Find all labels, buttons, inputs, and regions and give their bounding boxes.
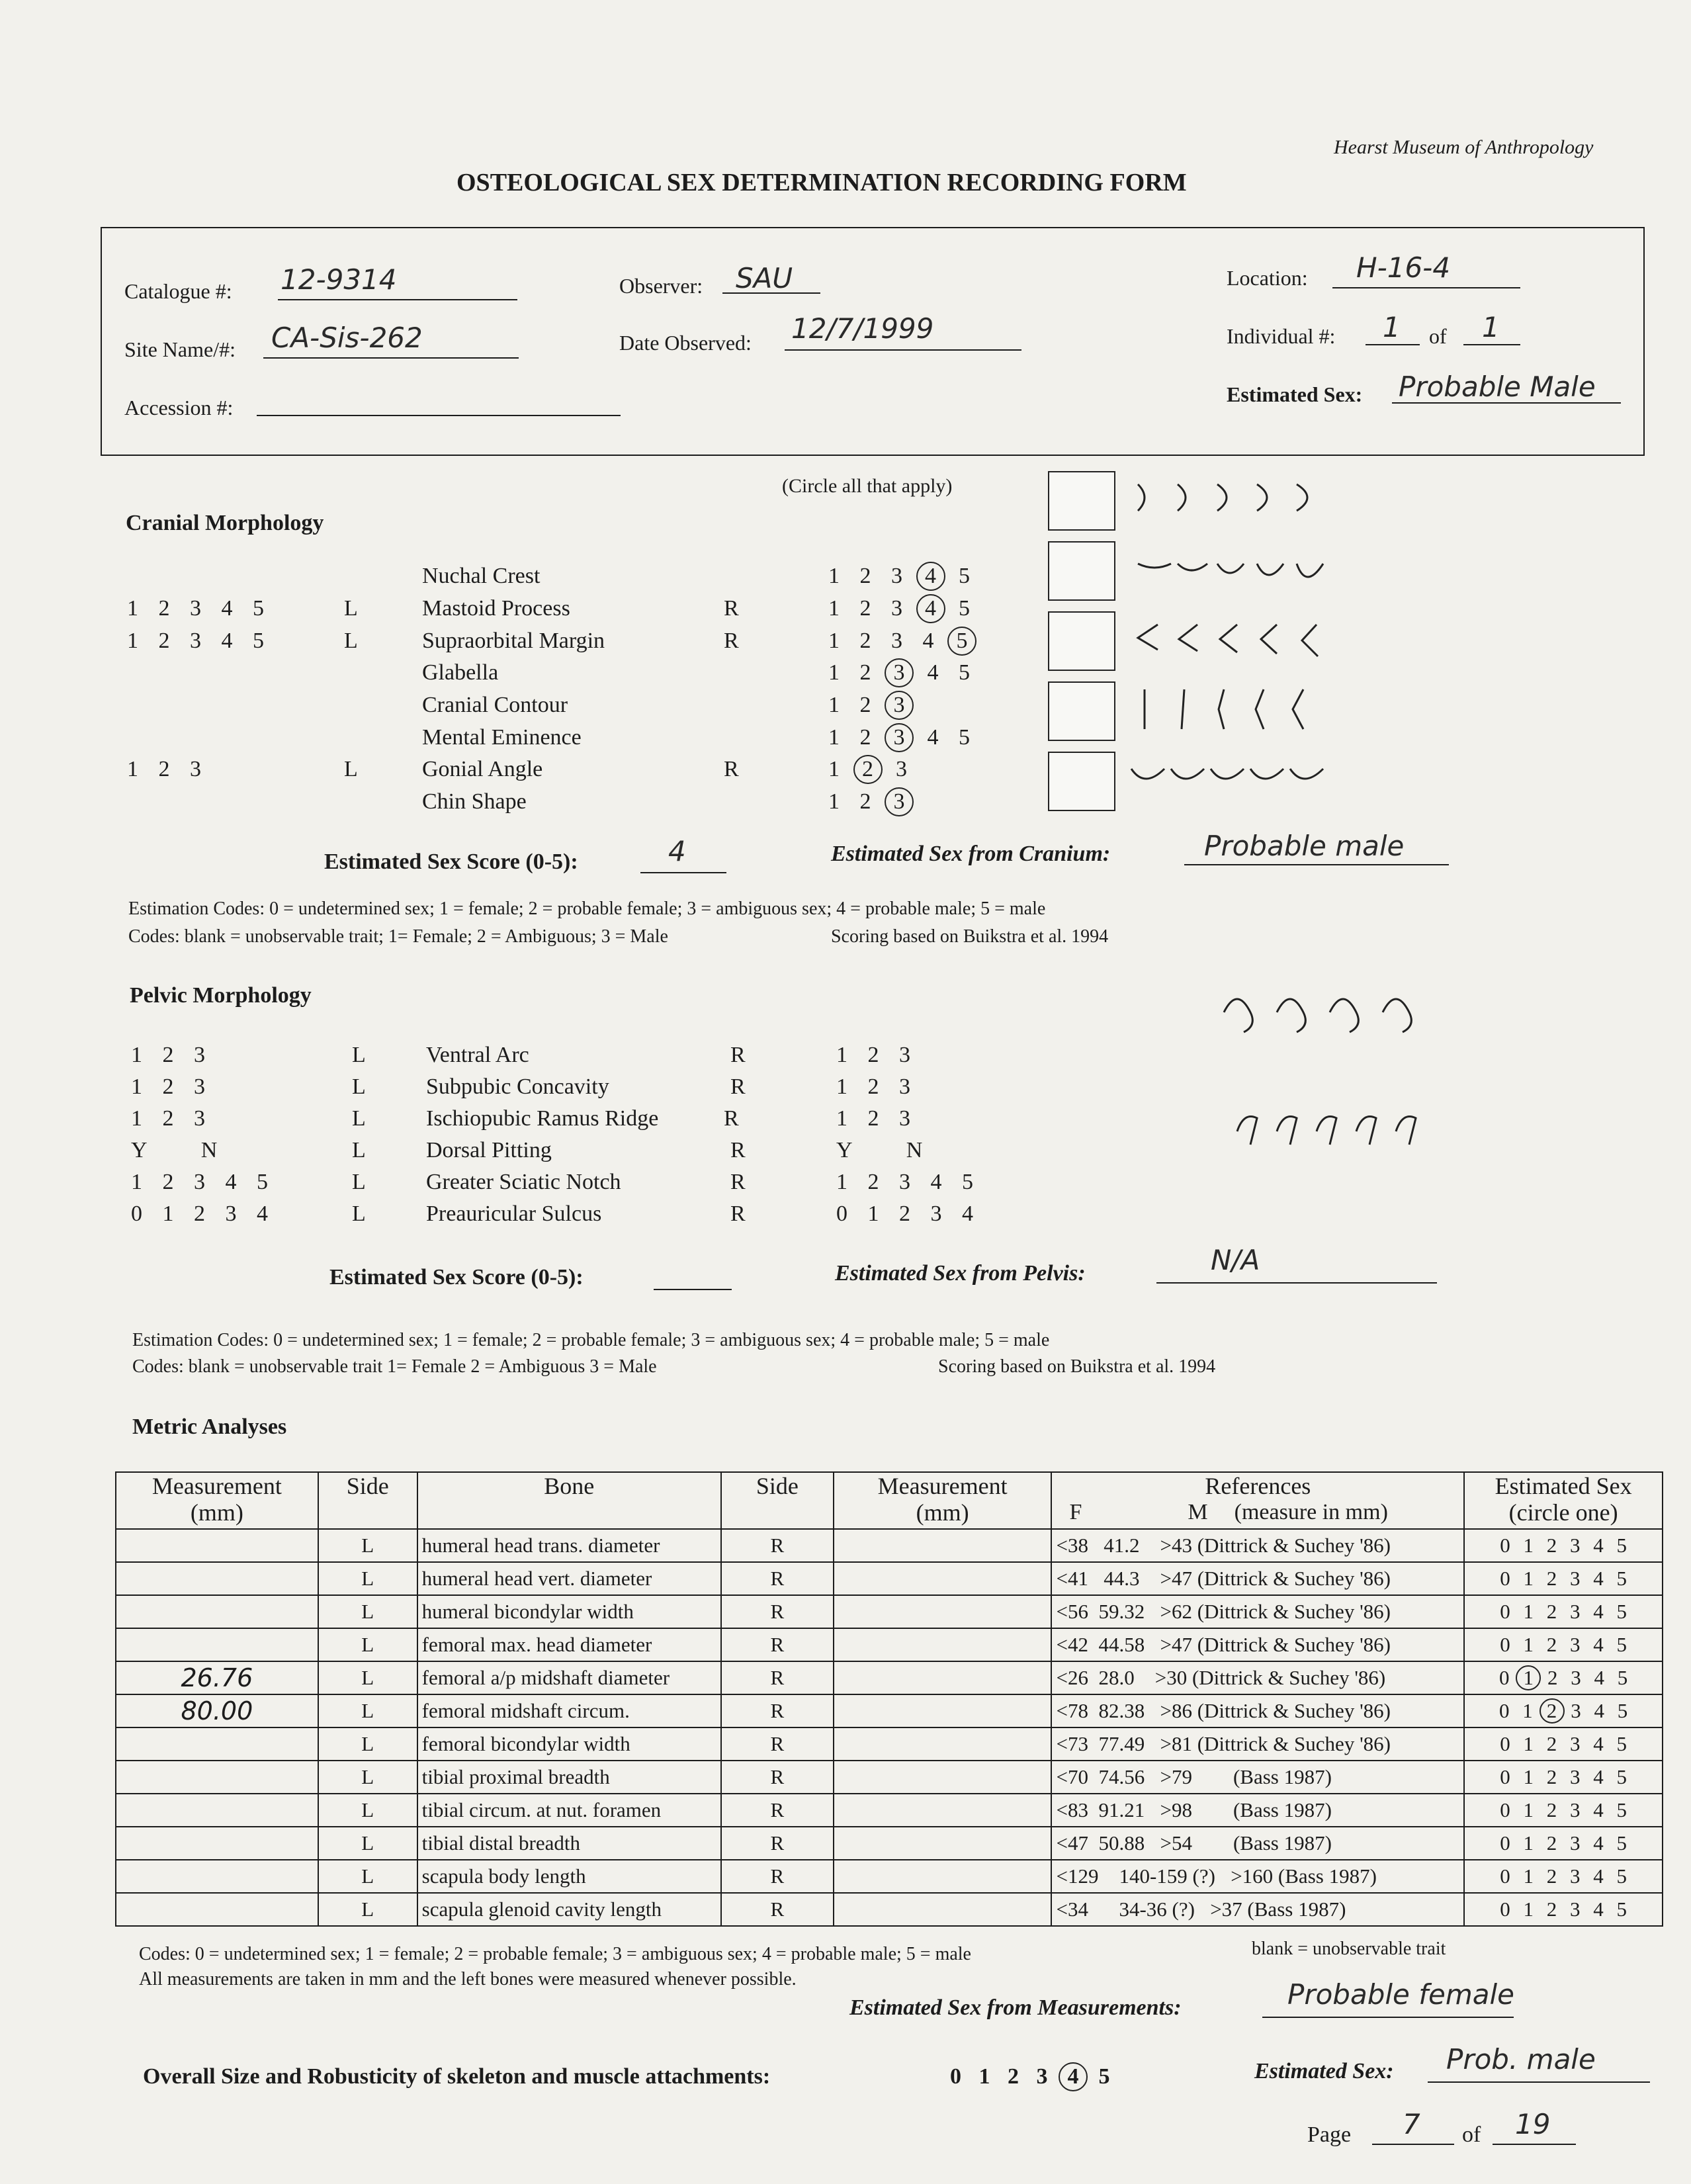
bone-cell: humeral bicondylar width xyxy=(417,1595,721,1628)
side-right-cell: R xyxy=(721,1562,834,1595)
sex-option[interactable]: 1 xyxy=(1523,1798,1534,1821)
side-left-cell: L xyxy=(318,1595,417,1628)
measurement-left-cell[interactable] xyxy=(116,1727,318,1761)
mastoid-left-scale: 1 2 3 4 5 xyxy=(127,596,264,621)
side-left-cell: L xyxy=(318,1694,417,1727)
sex-option[interactable]: 4 xyxy=(1593,1864,1604,1888)
skull-supraorbital-figure xyxy=(1048,611,1115,671)
location-value[interactable]: H-16-4 xyxy=(1356,251,1451,284)
sex-option[interactable]: 5 xyxy=(1616,1831,1627,1855)
sex-option[interactable]: 5 xyxy=(1616,1864,1627,1888)
sex-option[interactable]: 2 xyxy=(1546,1898,1557,1921)
trait-supraorbital-margin: Supraorbital Margin xyxy=(422,629,605,653)
sex-option[interactable]: 4 xyxy=(1593,1765,1604,1788)
catalogue-label: Catalogue #: xyxy=(124,279,232,303)
metric-title: Metric Analyses xyxy=(132,1415,287,1439)
measurement-sex-label: Estimated Sex from Measurements: xyxy=(849,1995,1182,2020)
sex-option[interactable]: 4 xyxy=(1593,1534,1604,1557)
sex-option[interactable]: 2 xyxy=(1539,1698,1565,1724)
sex-option[interactable]: 5 xyxy=(1617,1666,1628,1689)
side-right-cell: R xyxy=(721,1628,834,1661)
accession-label: Accession #: xyxy=(124,396,234,419)
sciatic-side-r: R xyxy=(730,1170,746,1194)
location-label: Location: xyxy=(1227,266,1308,290)
col-references: References F M (measure in mm) xyxy=(1051,1472,1464,1529)
ventral-left-scale[interactable]: 1 2 3 xyxy=(131,1043,205,1067)
sex-option[interactable]: 5 xyxy=(1616,1534,1627,1557)
supraorbital-side-l: L xyxy=(344,629,358,653)
observer-label: Observer: xyxy=(619,274,703,298)
estimated-sex-cell[interactable] xyxy=(1464,1595,1663,1628)
overall-est-sex-label: Estimated Sex: xyxy=(1254,2059,1394,2083)
sex-option[interactable]: 1 xyxy=(1523,1831,1534,1855)
side-right-cell: R xyxy=(721,1761,834,1794)
sex-option[interactable]: 4 xyxy=(1593,1633,1604,1656)
dorsal-side-l: L xyxy=(352,1138,366,1162)
measurement-left-cell[interactable] xyxy=(116,1860,318,1893)
side-left-cell: L xyxy=(318,1727,417,1761)
mastoid-side-r: R xyxy=(724,596,739,621)
side-right-cell: R xyxy=(721,1827,834,1860)
metric-note: All measurements are taken in mm and the left bones were measured whenever possible. xyxy=(139,1969,797,1989)
reference-cell: <70 74.56 >79 (Bass 1987) xyxy=(1051,1761,1464,1794)
skull-glabella-figure xyxy=(1048,681,1115,741)
subpubic-right-scale[interactable]: 1 2 3 xyxy=(836,1074,910,1099)
sex-option[interactable]: 0 xyxy=(1500,1798,1510,1821)
page-total[interactable]: 19 xyxy=(1515,2108,1551,2140)
measurement-right-cell[interactable] xyxy=(834,1727,1052,1761)
mastoid-right-scale[interactable]: 1 2 3 4 5 xyxy=(828,596,970,621)
individual-label: Individual #: xyxy=(1227,324,1336,348)
reference-cell: <26 28.0 >30 (Dittrick & Suchey '86) xyxy=(1051,1661,1464,1694)
sex-option[interactable]: 4 xyxy=(1594,1666,1604,1689)
side-left-cell: L xyxy=(318,1761,417,1794)
trait-greater-sciatic-notch: Greater Sciatic Notch xyxy=(426,1170,621,1194)
measurement-right-cell[interactable] xyxy=(834,1661,1052,1694)
bone-cell: humeral head trans. diameter xyxy=(417,1529,721,1562)
supraorbital-side-r: R xyxy=(724,629,739,653)
measurement-left-cell[interactable] xyxy=(116,1529,318,1562)
individual-total[interactable]: 1 xyxy=(1482,311,1500,343)
sex-option[interactable]: 0 xyxy=(1500,1633,1510,1656)
measurement-right-cell[interactable] xyxy=(834,1628,1052,1661)
col-measurement-left: Measurement (mm) xyxy=(116,1472,318,1529)
side-left-cell: L xyxy=(318,1827,417,1860)
sex-option[interactable]: 5 xyxy=(1616,1567,1627,1590)
col-measurement-right: Measurement (mm) xyxy=(834,1472,1052,1529)
side-left-cell: L xyxy=(318,1794,417,1827)
col-bone: Bone xyxy=(417,1472,721,1529)
sex-option[interactable]: 5 xyxy=(1616,1633,1627,1656)
ventral-side-l: L xyxy=(352,1043,366,1067)
reference-cell: <73 77.49 >81 (Dittrick & Suchey '86) xyxy=(1051,1727,1464,1761)
trait-preauricular-sulcus: Preauricular Sulcus xyxy=(426,1201,602,1226)
sex-option[interactable]: 4 xyxy=(1593,1600,1604,1623)
ischiopubic-right-scale[interactable]: 1 2 3 xyxy=(836,1106,910,1131)
sex-option[interactable]: 3 xyxy=(1570,1798,1581,1821)
sciatic-left-scale[interactable]: 1 2 3 4 5 xyxy=(131,1170,268,1194)
metric-header-row xyxy=(116,1472,1663,1529)
estimated-sex-cell[interactable] xyxy=(1464,1727,1663,1761)
reference-cell: <56 59.32 >62 (Dittrick & Suchey '86) xyxy=(1051,1595,1464,1628)
sex-option[interactable]: 0 xyxy=(1500,1831,1510,1855)
date-label: Date Observed: xyxy=(619,331,752,355)
estimated-sex-cell[interactable] xyxy=(1464,1794,1663,1827)
metric-row xyxy=(116,1761,1663,1794)
cranial-title: Cranial Morphology xyxy=(126,511,324,535)
overall-label: Overall Size and Robusticity of skeleton and muscle attachments: xyxy=(143,2064,771,2089)
cranial-trait-illustrations xyxy=(1125,471,1363,815)
sex-option[interactable]: 0 xyxy=(1499,1699,1510,1722)
sex-option[interactable]: 4 xyxy=(1594,1699,1604,1722)
sex-option[interactable]: 0 xyxy=(1500,1600,1510,1623)
side-right-cell: R xyxy=(721,1595,834,1628)
side-right-cell: R xyxy=(721,1661,834,1694)
supraorbital-right-scale[interactable]: 1 2 3 4 5 xyxy=(828,629,970,654)
estimated-sex-cell[interactable] xyxy=(1464,1529,1663,1562)
measurement-right-cell[interactable] xyxy=(834,1860,1052,1893)
sex-option[interactable]: 3 xyxy=(1570,1732,1581,1755)
sex-option[interactable]: 0 xyxy=(1500,1732,1510,1755)
cranial-score-value[interactable]: 4 xyxy=(668,835,686,867)
measurement-left-cell[interactable] xyxy=(116,1893,318,1926)
sex-option[interactable]: 2 xyxy=(1546,1567,1557,1590)
gonial-side-l: L xyxy=(344,757,358,781)
sex-option[interactable]: 1 xyxy=(1523,1534,1534,1557)
side-right-cell: R xyxy=(721,1529,834,1562)
bone-cell: humeral head vert. diameter xyxy=(417,1562,721,1595)
sex-option[interactable]: 5 xyxy=(1616,1898,1627,1921)
measurement-left-cell[interactable] xyxy=(116,1794,318,1827)
sex-option[interactable]: 3 xyxy=(1570,1534,1581,1557)
col-side-left: Side xyxy=(318,1472,417,1529)
bone-cell: scapula glenoid cavity length xyxy=(417,1893,721,1926)
page-label: Page xyxy=(1307,2122,1352,2147)
supraorbital-left-scale: 1 2 3 4 5 xyxy=(127,629,264,653)
trait-gonial-angle: Gonial Angle xyxy=(422,757,543,781)
measurement-left-cell[interactable] xyxy=(116,1761,318,1794)
gonial-side-r: R xyxy=(724,757,739,781)
gonial-right-scale[interactable]: 1 2 3 xyxy=(828,757,907,782)
measurement-right-cell[interactable] xyxy=(834,1694,1052,1727)
bone-cell: tibial circum. at nut. foramen xyxy=(417,1794,721,1827)
reference-cell: <34 34-36 (?) >37 (Bass 1987) xyxy=(1051,1893,1464,1926)
estimated-sex-cell[interactable] xyxy=(1464,1761,1663,1794)
side-left-cell: L xyxy=(318,1529,417,1562)
ischiopubic-left-scale[interactable]: 1 2 3 xyxy=(131,1106,205,1131)
subpubic-side-r: R xyxy=(730,1074,746,1099)
nuchal-right-scale[interactable]: 1 2 3 4 5 xyxy=(828,564,970,589)
sex-option[interactable]: 5 xyxy=(1616,1600,1627,1623)
cranial-codes: Codes: blank = unobservable trait; 1= Female; 2 = Ambiguous; 3 = Male xyxy=(128,926,668,947)
bone-cell: tibial distal breadth xyxy=(417,1827,721,1860)
preauricular-left-scale[interactable]: 0 1 2 3 4 xyxy=(131,1201,268,1226)
measurement-sex-value[interactable]: Probable female xyxy=(1287,1978,1514,2011)
sex-option[interactable]: 2 xyxy=(1546,1534,1557,1557)
header-est-sex-label: Estimated Sex: xyxy=(1227,382,1363,406)
trait-glabella: Glabella xyxy=(422,660,499,685)
sciatic-side-l: L xyxy=(352,1170,366,1194)
pelvic-codes: Codes: blank = unobservable trait 1= Female 2 = Ambiguous 3 = Male xyxy=(132,1356,657,1377)
metric-row xyxy=(116,1529,1663,1562)
sex-option[interactable]: 1 xyxy=(1523,1864,1534,1888)
overall-est-sex-value[interactable]: Prob. male xyxy=(1446,2043,1596,2075)
cranium-sex-label: Estimated Sex from Cranium: xyxy=(831,842,1111,866)
dorsal-left-scale[interactable]: Y N xyxy=(131,1138,218,1162)
side-right-cell: R xyxy=(721,1893,834,1926)
contour-right-scale[interactable]: 1 2 3 xyxy=(828,693,907,718)
trait-subpubic-concavity: Subpubic Concavity xyxy=(426,1074,609,1099)
sex-option[interactable]: 2 xyxy=(1546,1633,1557,1656)
preauricular-side-l: L xyxy=(352,1201,366,1226)
sex-option[interactable]: 2 xyxy=(1547,1666,1558,1689)
trait-cranial-contour: Cranial Contour xyxy=(422,693,568,717)
trait-ischiopubic-ridge: Ischiopubic Ramus Ridge xyxy=(426,1106,659,1131)
subpubic-side-l: L xyxy=(352,1074,366,1099)
sex-option[interactable]: 1 xyxy=(1523,1567,1534,1590)
measurement-left-cell[interactable] xyxy=(116,1595,318,1628)
trait-mastoid-process: Mastoid Process xyxy=(422,596,570,621)
pelvic-scoring-note: Scoring based on Buikstra et al. 1994 xyxy=(938,1356,1216,1377)
header-est-sex-value[interactable]: Probable Male xyxy=(1399,371,1596,403)
glabella-right-scale[interactable]: 1 2 3 4 5 xyxy=(828,660,970,685)
sex-option[interactable]: 5 xyxy=(1616,1765,1627,1788)
side-left-cell: L xyxy=(318,1860,417,1893)
sex-option[interactable]: 0 xyxy=(1500,1898,1510,1921)
metric-row xyxy=(116,1794,1663,1827)
skull-chin-figure xyxy=(1048,752,1115,811)
bone-cell: scapula body length xyxy=(417,1860,721,1893)
measurement-left-cell[interactable]: 26.76 xyxy=(116,1661,318,1694)
catalogue-value[interactable]: 12-9314 xyxy=(281,263,397,296)
cranial-scoring-note: Scoring based on Buikstra et al. 1994 xyxy=(831,926,1109,947)
measurement-right-cell[interactable] xyxy=(834,1893,1052,1926)
chin-right-scale[interactable]: 1 2 3 xyxy=(828,789,907,814)
preauricular-side-r: R xyxy=(730,1201,746,1226)
sex-option[interactable]: 2 xyxy=(1546,1600,1557,1623)
reference-cell: <42 44.58 >47 (Dittrick & Suchey '86) xyxy=(1051,1628,1464,1661)
measurement-left-cell[interactable] xyxy=(116,1562,318,1595)
side-left-cell: L xyxy=(318,1562,417,1595)
measurement-right-cell[interactable] xyxy=(834,1529,1052,1562)
mental-right-scale[interactable]: 1 2 3 4 5 xyxy=(828,725,970,750)
metric-row xyxy=(116,1860,1663,1893)
skull-mastoid-figure xyxy=(1048,541,1115,601)
page-of-label: of xyxy=(1462,2122,1481,2147)
pelvis-sex-value[interactable]: N/A xyxy=(1211,1244,1260,1276)
museum-name: Hearst Museum of Anthropology xyxy=(1334,136,1594,158)
bone-cell: femoral bicondylar width xyxy=(417,1727,721,1761)
reference-cell: <83 91.21 >98 (Bass 1987) xyxy=(1051,1794,1464,1827)
sex-option[interactable]: 1 xyxy=(1516,1665,1541,1690)
individual-of-label: of xyxy=(1429,324,1447,348)
measurement-right-cell[interactable] xyxy=(834,1562,1052,1595)
metric-row xyxy=(116,1661,1663,1694)
sex-option[interactable]: 0 xyxy=(1499,1666,1510,1689)
sex-option[interactable]: 1 xyxy=(1523,1732,1534,1755)
sex-option[interactable]: 5 xyxy=(1617,1699,1628,1722)
sex-option[interactable]: 5 xyxy=(1616,1732,1627,1755)
trait-dorsal-pitting: Dorsal Pitting xyxy=(426,1138,552,1162)
sex-option[interactable]: 2 xyxy=(1546,1732,1557,1755)
gonial-left-scale: 1 2 3 xyxy=(127,757,201,781)
sex-option[interactable]: 5 xyxy=(1616,1798,1627,1821)
pelvic-trait-illustrations xyxy=(1211,959,1462,1164)
sex-option[interactable]: 3 xyxy=(1570,1864,1581,1888)
reference-cell: <41 44.3 >47 (Dittrick & Suchey '86) xyxy=(1051,1562,1464,1595)
side-right-cell: R xyxy=(721,1727,834,1761)
trait-chin-shape: Chin Shape xyxy=(422,789,527,814)
sex-option[interactable]: 4 xyxy=(1593,1567,1604,1590)
sex-option[interactable]: 3 xyxy=(1571,1699,1581,1722)
pelvic-score-label: Estimated Sex Score (0-5): xyxy=(329,1265,584,1289)
ischiopubic-side-r: R xyxy=(724,1106,739,1131)
sex-option[interactable]: 4 xyxy=(1593,1898,1604,1921)
sex-option[interactable]: 4 xyxy=(1593,1798,1604,1821)
metric-row xyxy=(116,1562,1663,1595)
measurement-right-cell[interactable] xyxy=(834,1827,1052,1860)
sex-option[interactable]: 2 xyxy=(1546,1765,1557,1788)
skull-nuchal-figure xyxy=(1048,471,1115,531)
sex-option[interactable]: 1 xyxy=(1522,1699,1533,1722)
metric-row xyxy=(116,1727,1663,1761)
measurement-right-cell[interactable] xyxy=(834,1794,1052,1827)
reference-cell: <38 41.2 >43 (Dittrick & Suchey '86) xyxy=(1051,1529,1464,1562)
sex-option[interactable]: 4 xyxy=(1593,1831,1604,1855)
side-right-cell: R xyxy=(721,1860,834,1893)
sex-option[interactable]: 3 xyxy=(1570,1831,1581,1855)
reference-cell: <129 140-159 (?) >160 (Bass 1987) xyxy=(1051,1860,1464,1893)
trait-nuchal-crest: Nuchal Crest xyxy=(422,564,541,588)
reference-cell: <78 82.38 >86 (Dittrick & Suchey '86) xyxy=(1051,1694,1464,1727)
measurement-right-cell[interactable] xyxy=(834,1595,1052,1628)
side-left-cell: L xyxy=(318,1661,417,1694)
observer-value[interactable]: SAU xyxy=(736,262,793,294)
cranial-estimation-codes: Estimation Codes: 0 = undetermined sex; 1 = female; 2 = probable female; 3 = ambiguous sex; 4 = probable male; 5 = male xyxy=(128,898,1046,919)
metric-row xyxy=(116,1893,1663,1926)
site-label: Site Name/#: xyxy=(124,337,236,361)
metric-table xyxy=(115,1471,1663,1927)
sex-option[interactable]: 3 xyxy=(1570,1600,1581,1623)
sex-option[interactable]: 3 xyxy=(1571,1666,1581,1689)
trait-ventral-arc: Ventral Arc xyxy=(426,1043,529,1067)
sex-option[interactable]: 3 xyxy=(1570,1633,1581,1656)
metric-row xyxy=(116,1827,1663,1860)
sex-option[interactable]: 1 xyxy=(1523,1765,1534,1788)
sciatic-right-scale[interactable]: 1 2 3 4 5 xyxy=(836,1170,973,1194)
metric-row xyxy=(116,1595,1663,1628)
estimated-sex-cell[interactable] xyxy=(1464,1562,1663,1595)
preauricular-right-scale[interactable]: 0 1 2 3 4 xyxy=(836,1201,973,1226)
bone-cell: tibial proximal breadth xyxy=(417,1761,721,1794)
sex-option[interactable]: 1 xyxy=(1523,1633,1534,1656)
metric-row xyxy=(116,1694,1663,1727)
pelvic-title: Pelvic Morphology xyxy=(130,983,312,1008)
sex-option[interactable]: 0 xyxy=(1500,1567,1510,1590)
sex-option[interactable]: 0 xyxy=(1500,1864,1510,1888)
page-number[interactable]: 7 xyxy=(1403,2108,1420,2140)
estimated-sex-cell[interactable] xyxy=(1464,1827,1663,1860)
dorsal-right-scale[interactable]: Y N xyxy=(836,1138,923,1162)
trait-mental-eminence: Mental Eminence xyxy=(422,725,582,750)
ischiopubic-side-l: L xyxy=(352,1106,366,1131)
sex-option[interactable]: 3 xyxy=(1570,1567,1581,1590)
sex-option[interactable]: 3 xyxy=(1570,1898,1581,1921)
bone-cell: femoral midshaft circum. xyxy=(417,1694,721,1727)
side-left-cell: L xyxy=(318,1628,417,1661)
individual-value[interactable]: 1 xyxy=(1383,311,1401,343)
sex-option[interactable]: 0 xyxy=(1500,1765,1510,1788)
metric-row xyxy=(116,1628,1663,1661)
ventral-right-scale[interactable]: 1 2 3 xyxy=(836,1043,910,1067)
sex-option[interactable]: 0 xyxy=(1500,1534,1510,1557)
side-right-cell: R xyxy=(721,1694,834,1727)
reference-cell: <47 50.88 >54 (Bass 1987) xyxy=(1051,1827,1464,1860)
estimated-sex-cell[interactable] xyxy=(1464,1628,1663,1661)
measurement-left-cell[interactable] xyxy=(116,1827,318,1860)
measurement-right-cell[interactable] xyxy=(834,1761,1052,1794)
pelvis-sex-label: Estimated Sex from Pelvis: xyxy=(835,1261,1086,1286)
measurement-left-cell[interactable] xyxy=(116,1628,318,1661)
estimated-sex-cell[interactable] xyxy=(1464,1860,1663,1893)
overall-scale[interactable]: 0 1 2 3 4 5 xyxy=(950,2064,1110,2089)
subpubic-left-scale[interactable]: 1 2 3 xyxy=(131,1074,205,1099)
sex-option[interactable]: 3 xyxy=(1570,1765,1581,1788)
pelvic-estimation-codes: Estimation Codes: 0 = undetermined sex; 1 = female; 2 = probable female; 3 = ambiguous sex; 4 = probable male; 5 = male xyxy=(132,1330,1050,1350)
cranial-score-label: Estimated Sex Score (0-5): xyxy=(324,850,578,874)
estimated-sex-cell[interactable] xyxy=(1464,1694,1663,1727)
circle-note: (Circle all that apply) xyxy=(782,475,953,497)
form-title: OSTEOLOGICAL SEX DETERMINATION RECORDING FORM xyxy=(456,169,1187,197)
sex-option[interactable]: 1 xyxy=(1523,1898,1534,1921)
dorsal-side-r: R xyxy=(730,1138,746,1162)
col-estimated-sex: Estimated Sex (circle one) xyxy=(1464,1472,1663,1529)
sex-option[interactable]: 2 xyxy=(1546,1831,1557,1855)
date-value[interactable]: 12/7/1999 xyxy=(791,312,934,345)
mastoid-side-l: L xyxy=(344,596,358,621)
cranium-sex-value[interactable]: Probable male xyxy=(1204,830,1405,862)
sex-option[interactable]: 1 xyxy=(1523,1600,1534,1623)
bone-cell: femoral max. head diameter xyxy=(417,1628,721,1661)
estimated-sex-cell[interactable] xyxy=(1464,1661,1663,1694)
metric-blank-note: blank = unobservable trait xyxy=(1252,1939,1446,1959)
site-value[interactable]: CA-Sis-262 xyxy=(271,322,423,354)
side-right-cell: R xyxy=(721,1794,834,1827)
sex-option[interactable]: 4 xyxy=(1593,1732,1604,1755)
sex-option[interactable]: 2 xyxy=(1546,1798,1557,1821)
ventral-side-r: R xyxy=(730,1043,746,1067)
estimated-sex-cell[interactable] xyxy=(1464,1893,1663,1926)
measurement-left-cell[interactable]: 80.00 xyxy=(116,1694,318,1727)
bone-cell: femoral a/p midshaft diameter xyxy=(417,1661,721,1694)
sex-option[interactable]: 2 xyxy=(1546,1864,1557,1888)
metric-codes: Codes: 0 = undetermined sex; 1 = female; 2 = probable female; 3 = ambiguous sex; 4 = probable male; 5 = male xyxy=(139,1944,971,1964)
side-left-cell: L xyxy=(318,1893,417,1926)
col-side-right: Side xyxy=(721,1472,834,1529)
